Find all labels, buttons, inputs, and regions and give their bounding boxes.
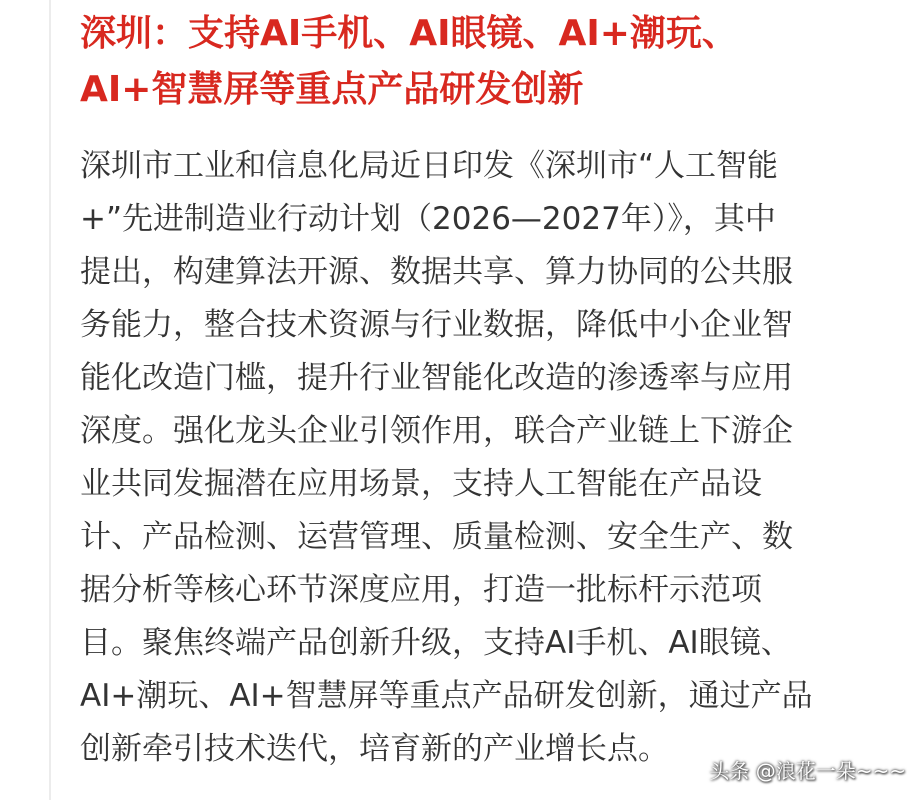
article-body-line: 深圳市工业和信息化局近日印发《深圳市“人工智能: [80, 148, 779, 184]
article-body-line: 据分析等核心环节深度应用，打造一批标杆示范项: [80, 572, 762, 608]
article-body-line: 提出，构建算法开源、数据共享、算力协同的公共服: [80, 254, 793, 290]
source-watermark: 头条 @浪花一朵~~~: [709, 759, 906, 783]
article-body: [80, 140, 880, 776]
article-body-line: 计、产品检测、运营管理、质量检测、安全生产、数: [80, 519, 793, 555]
article-body-line: 深度。强化龙头企业引领作用，联合产业链上下游企: [80, 413, 793, 449]
article-body-line: AI+潮玩、AI+智慧屏等重点产品研发创新，通过产品: [80, 678, 813, 714]
article-body-line: 务能力，整合技术资源与行业数据，降低中小企业智: [80, 307, 793, 343]
article-title: [80, 6, 880, 118]
article-body-line: 业共同发掘潜在应用场景，支持人工智能在产品设: [80, 466, 762, 502]
article-body-line: +”先进制造业行动计划（2026—2027年）》，其中: [80, 201, 776, 237]
article-title-line: AI+智慧屏等重点产品研发创新: [80, 69, 584, 110]
article-body-line: 能化改造门槛，提升行业智能化改造的渗透率与应用: [80, 360, 793, 396]
left-divider-line: [49, 0, 51, 800]
article-title-line: 深圳：支持AI手机、AI眼镜、AI+潮玩、: [80, 13, 738, 54]
article: [80, 6, 880, 776]
article-body-line: 目。聚焦终端产品创新升级，支持AI手机、AI眼镜、: [80, 625, 792, 661]
article-body-line: 创新牵引技术迭代，培育新的产业增长点。: [80, 731, 669, 767]
